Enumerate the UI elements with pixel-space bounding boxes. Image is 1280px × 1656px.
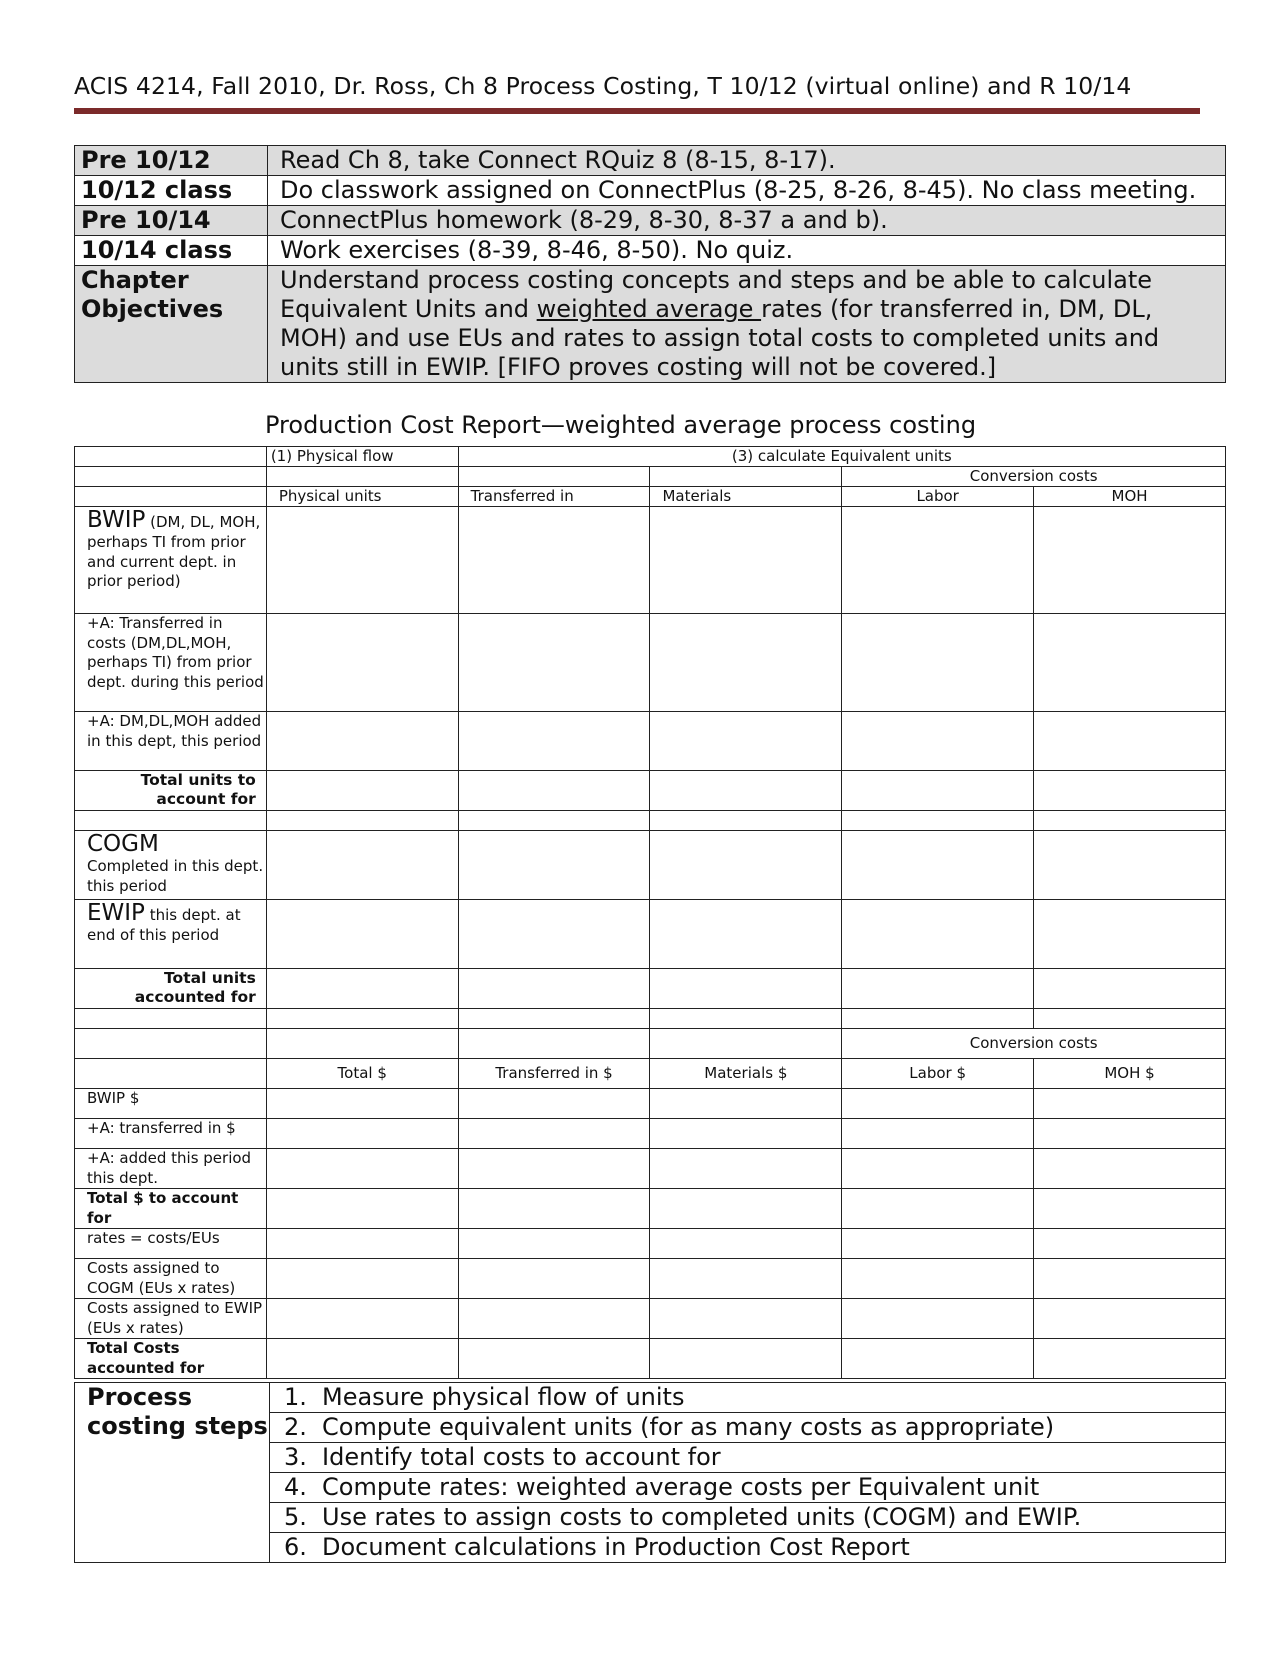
- row-label-bwip: [75, 507, 267, 614]
- row-label-total-accounted: Total units accounted for: [75, 969, 267, 1009]
- blank-cell: [842, 1299, 1034, 1339]
- report-columns-row: [75, 1059, 1226, 1089]
- step-item: [270, 1533, 1226, 1563]
- report-header-row: [75, 467, 1226, 487]
- blank-cell: [650, 900, 842, 969]
- blank-cell: [266, 969, 458, 1009]
- blank-cell: [650, 1029, 842, 1059]
- blank-cell: [458, 811, 650, 831]
- column-header: Transferred in $: [458, 1059, 650, 1089]
- row-label-costs-cogm: Costs assigned to COGM (EUs x rates): [75, 1259, 267, 1299]
- report-header-row: [75, 447, 1226, 467]
- blank-cell: [75, 1029, 267, 1059]
- blank-cell: [1034, 1189, 1226, 1229]
- blank-cell: [842, 1339, 1034, 1379]
- blank-cell: [266, 1119, 458, 1149]
- step-item: [270, 1383, 1226, 1413]
- column-header: Materials $: [650, 1059, 842, 1089]
- blank-cell: [458, 1029, 650, 1059]
- blank-cell: [266, 1029, 458, 1059]
- blank-cell: [842, 1189, 1034, 1229]
- step-text: Document calculations in Production Cost Report: [322, 1533, 910, 1561]
- schedule-key: Pre 10/12: [75, 146, 268, 176]
- blank-cell: [266, 900, 458, 969]
- row-label-small: this dept. at end of this period: [87, 906, 241, 944]
- table-row: [75, 1259, 1226, 1299]
- spacer-row: [75, 811, 1226, 831]
- step-item: [270, 1503, 1226, 1533]
- blank-cell: [842, 771, 1034, 811]
- schedule-row: [75, 176, 1226, 206]
- step-number: 3.: [284, 1443, 307, 1471]
- schedule-key: Pre 10/14: [75, 206, 268, 236]
- blank-cell: [650, 1189, 842, 1229]
- blank-cell: [842, 507, 1034, 614]
- blank-cell: [75, 811, 267, 831]
- blank-cell: [266, 1149, 458, 1189]
- blank-cell: [458, 771, 650, 811]
- row-label-big: EWIP: [87, 900, 145, 926]
- step-item: [270, 1443, 1226, 1473]
- row-label-costs-ewip: Costs assigned to EWIP (EUs x rates): [75, 1299, 267, 1339]
- blank-cell: [458, 1259, 650, 1299]
- blank-cell: [1034, 1299, 1226, 1339]
- column-header: Labor $: [842, 1059, 1034, 1089]
- schedule-key: 10/12 class: [75, 176, 268, 206]
- table-row: [75, 1299, 1226, 1339]
- column-header: Physical units: [266, 487, 458, 507]
- schedule-table: [74, 145, 1226, 383]
- step-text: Measure physical flow of units: [322, 1383, 685, 1411]
- blank-cell: [650, 1089, 842, 1119]
- page-header: ACIS 4214, Fall 2010, Dr. Ross, Ch 8 Process Costing, T 10/12 (virtual online) and R 10/14: [74, 72, 1132, 100]
- report-header-row: [75, 1029, 1226, 1059]
- report-title: Production Cost Report—weighted average process costing: [265, 411, 977, 439]
- blank-cell: [842, 969, 1034, 1009]
- blank-cell: [458, 1119, 650, 1149]
- blank-cell: [1034, 1089, 1226, 1119]
- blank-cell: [266, 1009, 458, 1029]
- step-item: [270, 1473, 1226, 1503]
- blank-cell: [458, 467, 650, 487]
- schedule-value: ConnectPlus homework (8-29, 8-30, 8-37 a and b).: [268, 206, 1226, 236]
- blank-cell: [650, 831, 842, 900]
- blank-cell: [842, 1089, 1034, 1119]
- schedule-value: Do classwork assigned on ConnectPlus (8-25, 8-26, 8-45). No class meeting.: [268, 176, 1226, 206]
- blank-cell: [75, 1009, 267, 1029]
- step-number: 6.: [284, 1533, 307, 1561]
- column-header: Total $: [266, 1059, 458, 1089]
- blank-cell: [458, 969, 650, 1009]
- blank-cell: [650, 614, 842, 712]
- blank-cell: [75, 467, 267, 487]
- blank-cell: [266, 831, 458, 900]
- blank-cell: [650, 1149, 842, 1189]
- production-cost-report: [74, 446, 1226, 1379]
- blank-cell: [1034, 969, 1226, 1009]
- blank-cell: [75, 487, 267, 507]
- blank-cell: [650, 1009, 842, 1029]
- schedule-row: [75, 236, 1226, 266]
- schedule-key: 10/14 class: [75, 236, 268, 266]
- step-number: 1.: [284, 1383, 307, 1411]
- blank-cell: [650, 771, 842, 811]
- step-item: [270, 1413, 1226, 1443]
- row-label-big: BWIP: [87, 507, 146, 533]
- objectives-text-1: Understand process costing concepts and steps and be able to calculate Equivalent Units and: [280, 266, 1153, 323]
- blank-cell: [842, 712, 1034, 771]
- column-header: Materials: [650, 487, 842, 507]
- table-row: [75, 507, 1226, 614]
- row-label-total-dollars-to: Total $ to account for: [75, 1189, 267, 1229]
- blank-cell: [75, 447, 267, 467]
- objectives-text-2: rates (for transferred in, DM, DL, MOH) and use EUs and rates to assign total costs to completed units and units still in EWIP. [FIFO proves costing will not be covered.]: [280, 295, 1160, 381]
- header-rule: [74, 108, 1200, 114]
- blank-cell: [1034, 712, 1226, 771]
- column-header: MOH $: [1034, 1059, 1226, 1089]
- table-row: [75, 969, 1226, 1009]
- conversion-costs-header-2: Conversion costs: [842, 1029, 1226, 1059]
- blank-cell: [1034, 1149, 1226, 1189]
- objectives-text-underlined: weighted average: [536, 295, 762, 323]
- blank-cell: [458, 1149, 650, 1189]
- row-label-big: COGM: [87, 831, 159, 857]
- blank-cell: [266, 1259, 458, 1299]
- row-label-small: MOH, perhaps TI from prior and current dept. in prior period): [87, 513, 261, 590]
- blank-cell: [650, 1259, 842, 1299]
- table-row: [75, 1229, 1226, 1259]
- blank-cell: [650, 1299, 842, 1339]
- blank-cell: [842, 1119, 1034, 1149]
- blank-cell: [458, 1299, 650, 1339]
- row-label-total-costs-accounted: Total Costs accounted for: [75, 1339, 267, 1379]
- table-row: [75, 831, 1226, 900]
- row-label-bwip-dollars: BWIP $: [75, 1089, 267, 1119]
- table-row: [75, 1089, 1226, 1119]
- schedule-row: [75, 206, 1226, 236]
- step-row: [75, 1383, 1226, 1413]
- blank-cell: [1034, 507, 1226, 614]
- blank-cell: [650, 811, 842, 831]
- table-row: [75, 771, 1226, 811]
- row-label-small: (DM, DL,: [145, 513, 215, 531]
- blank-cell: [1034, 614, 1226, 712]
- blank-cell: [266, 1089, 458, 1119]
- spacer-row: [75, 1009, 1226, 1029]
- blank-cell: [650, 1229, 842, 1259]
- blank-cell: [266, 614, 458, 712]
- blank-cell: [458, 1229, 650, 1259]
- blank-cell: [458, 900, 650, 969]
- blank-cell: [842, 831, 1034, 900]
- blank-cell: [458, 507, 650, 614]
- table-row: [75, 712, 1226, 771]
- schedule-row: [75, 266, 1226, 383]
- blank-cell: [458, 1089, 650, 1119]
- table-row: [75, 1149, 1226, 1189]
- row-label-cogm: [75, 831, 267, 900]
- table-row: [75, 1119, 1226, 1149]
- blank-cell: [1034, 811, 1226, 831]
- blank-cell: [1034, 1259, 1226, 1299]
- blank-cell: [266, 1229, 458, 1259]
- row-label-transferred-in: +A: Transferred in costs (DM,DL,MOH, perhaps TI) from prior dept. during this period: [75, 614, 267, 712]
- step-number: 2.: [284, 1413, 307, 1441]
- physical-flow-header: (1) Physical flow: [266, 447, 458, 467]
- blank-cell: [458, 712, 650, 771]
- blank-cell: [458, 614, 650, 712]
- row-label-rates: rates = costs/EUs: [75, 1229, 267, 1259]
- step-text: Use rates to assign costs to completed units (COGM) and EWIP.: [322, 1503, 1082, 1531]
- schedule-value: Read Ch 8, take Connect RQuiz 8 (8-15, 8-17).: [268, 146, 1226, 176]
- blank-cell: [842, 811, 1034, 831]
- row-label-total-to-account: Total units to account for: [75, 771, 267, 811]
- blank-cell: [458, 1009, 650, 1029]
- step-text: Compute equivalent units (for as many costs as appropriate): [322, 1413, 1055, 1441]
- blank-cell: [842, 1149, 1034, 1189]
- schedule-value-objectives: [268, 266, 1226, 383]
- blank-cell: [266, 507, 458, 614]
- table-row: [75, 1189, 1226, 1229]
- blank-cell: [1034, 1229, 1226, 1259]
- blank-cell: [1034, 831, 1226, 900]
- blank-cell: [650, 969, 842, 1009]
- blank-cell: [650, 1339, 842, 1379]
- blank-cell: [266, 1189, 458, 1229]
- schedule-row: [75, 146, 1226, 176]
- blank-cell: [650, 467, 842, 487]
- table-row: [75, 1339, 1226, 1379]
- schedule-value: Work exercises (8-39, 8-46, 8-50). No quiz.: [268, 236, 1226, 266]
- report-columns-row: [75, 487, 1226, 507]
- blank-cell: [1034, 1009, 1226, 1029]
- column-header: Labor: [842, 487, 1034, 507]
- table-row: [75, 900, 1226, 969]
- step-number: 5.: [284, 1503, 307, 1531]
- blank-cell: [842, 900, 1034, 969]
- blank-cell: [1034, 1119, 1226, 1149]
- row-label-added: +A: DM,DL,MOH added in this dept, this period: [75, 712, 267, 771]
- blank-cell: [266, 1299, 458, 1339]
- blank-cell: [842, 1259, 1034, 1299]
- row-label-small: Completed in this dept. this period: [87, 857, 264, 895]
- blank-cell: [458, 1339, 650, 1379]
- process-steps-label: Process costing steps: [75, 1383, 270, 1563]
- step-text: Identify total costs to account for: [322, 1443, 721, 1471]
- blank-cell: [650, 712, 842, 771]
- blank-cell: [266, 712, 458, 771]
- blank-cell: [842, 614, 1034, 712]
- conversion-costs-header: Conversion costs: [842, 467, 1226, 487]
- blank-cell: [266, 1339, 458, 1379]
- schedule-key: Chapter Objectives: [75, 266, 268, 383]
- blank-cell: [1034, 900, 1226, 969]
- table-row: [75, 614, 1226, 712]
- row-label-ewip: [75, 900, 267, 969]
- blank-cell: [458, 1189, 650, 1229]
- row-label-added-dollars: +A: added this period this dept.: [75, 1149, 267, 1189]
- blank-cell: [266, 771, 458, 811]
- blank-cell: [1034, 771, 1226, 811]
- blank-cell: [458, 831, 650, 900]
- step-text: Compute rates: weighted average costs per Equivalent unit: [322, 1473, 1040, 1501]
- column-header: MOH: [1034, 487, 1226, 507]
- equivalent-units-header: (3) calculate Equivalent units: [458, 447, 1225, 467]
- step-number: 4.: [284, 1473, 307, 1501]
- blank-cell: [650, 1119, 842, 1149]
- blank-cell: [75, 1059, 267, 1089]
- row-label-ti-dollars: +A: transferred in $: [75, 1119, 267, 1149]
- blank-cell: [266, 467, 458, 487]
- blank-cell: [1034, 1339, 1226, 1379]
- column-header: Transferred in: [458, 487, 650, 507]
- blank-cell: [842, 1009, 1034, 1029]
- blank-cell: [266, 811, 458, 831]
- process-steps-table: [74, 1382, 1226, 1563]
- blank-cell: [650, 507, 842, 614]
- blank-cell: [842, 1229, 1034, 1259]
